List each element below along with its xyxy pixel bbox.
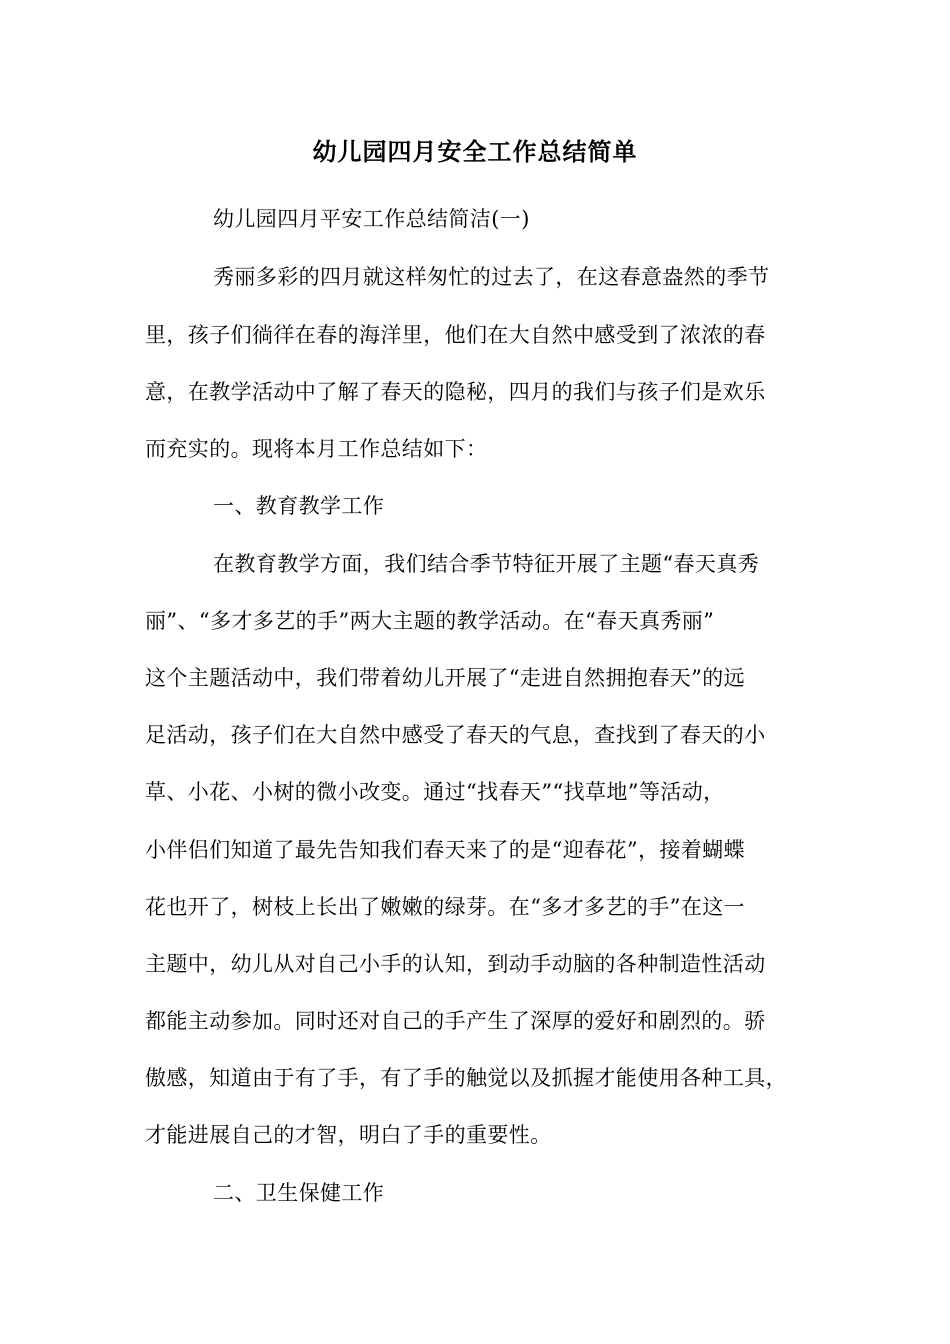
section-heading: 一、教育教学工作 bbox=[213, 494, 385, 518]
paragraph-line: 草、小花、小树的微小改变。通过“找春天”“找草地”等活动， bbox=[145, 780, 725, 804]
paragraph-line: 花也开了，树枝上长出了嫩嫩的绿芽。在“多才多艺的手”在这一 bbox=[145, 895, 746, 919]
paragraph-line: 傲感，知道由于有了手，有了手的触觉以及抓握才能使用各种工具， bbox=[145, 1066, 787, 1090]
paragraph-line: 都能主动参加。同时还对自己的手产生了深厚的爱好和剧烈的。骄 bbox=[145, 1009, 766, 1033]
section-heading: 二、卫生保健工作 bbox=[213, 1181, 385, 1205]
paragraph-line: 丽”、“多才多艺的手”两大主题的教学活动。在“春天真秀丽” bbox=[145, 609, 715, 633]
paragraph-line: 里，孩子们徜徉在春的海洋里，他们在大自然中感受到了浓浓的春 bbox=[145, 323, 766, 347]
paragraph-line: 足活动，孩子们在大自然中感受了春天的气息，查找到了春天的小 bbox=[145, 723, 766, 747]
paragraph-line: 小伴侣们知道了最先告知我们春天来了的是“迎春花”，接着蝴蝶 bbox=[145, 838, 746, 862]
document-title: 幼儿园四月安全工作总结简单 bbox=[312, 138, 638, 166]
subtitle-line: 幼儿园四月平安工作总结简洁(一) bbox=[213, 207, 530, 231]
paragraph-line: 这个主题活动中，我们带着幼儿开展了“走进自然拥抱春天”的远 bbox=[145, 666, 746, 690]
paragraph-line: 在教育教学方面，我们结合季节特征开展了主题“春天真秀 bbox=[213, 552, 760, 576]
paragraph-line: 意，在教学活动中了解了春天的隐秘，四月的我们与孩子们是欢乐 bbox=[145, 380, 766, 404]
paragraph-line: 秀丽多彩的四月就这样匆忙的过去了，在这春意盎然的季节 bbox=[213, 265, 770, 289]
paragraph-line: 才能进展自己的才智，明白了手的重要性。 bbox=[145, 1123, 552, 1147]
paragraph-line: 而充实的。现将本月工作总结如下： bbox=[145, 437, 488, 461]
paragraph-line: 主题中，幼儿从对自己小手的认知，到动手动脑的各种制造性活动 bbox=[145, 952, 766, 976]
